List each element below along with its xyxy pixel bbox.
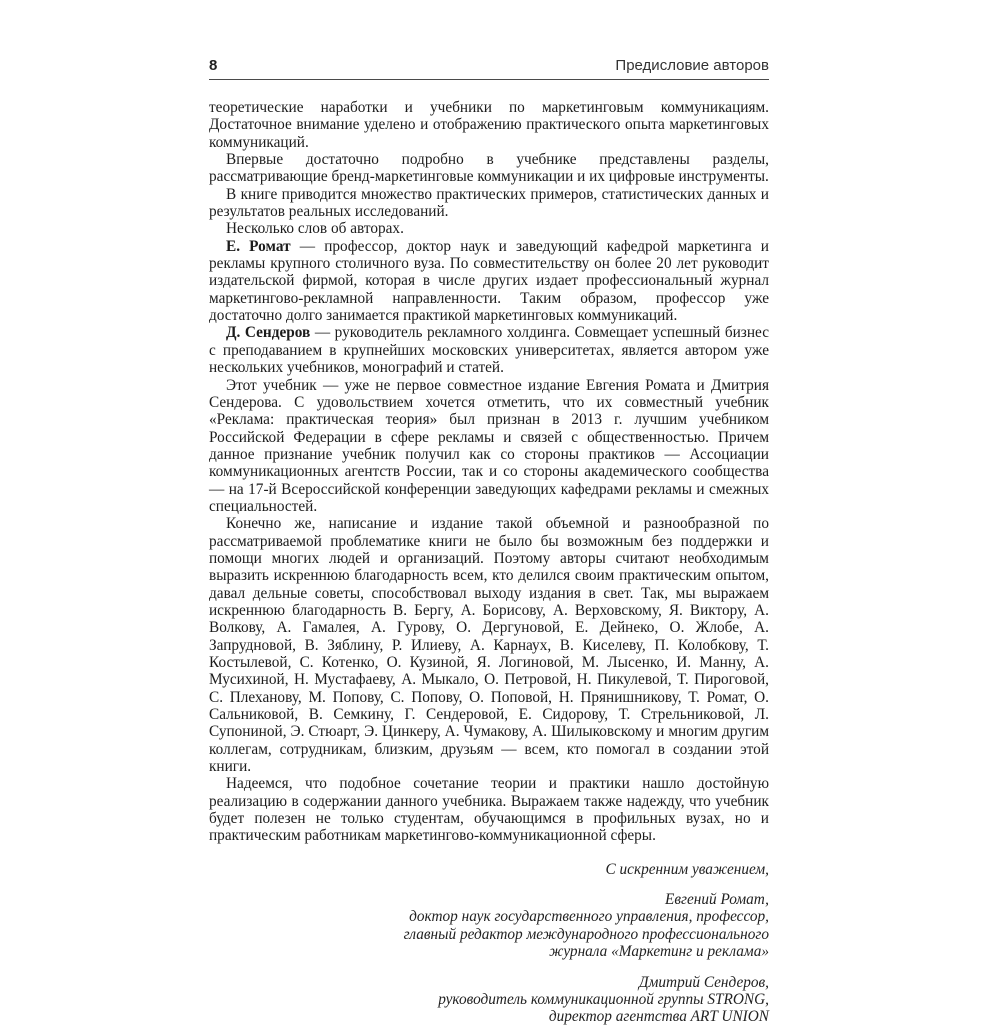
page-content: [209, 99, 769, 1026]
paragraph: Е. Ромат — профессор, доктор наук и заведующий кафедрой маркетинга и рекламы крупного столичного вуза. По совместительству он более 20 лет руководит издательской фирмой, которая в числе других издает профессиональный журнал маркетингово-рекламной направленности. Таким образом, профессор уже достаточно долго занимается практикой маркетинговых коммуникаций.: [209, 237, 769, 325]
signature-line: журнала «Маркетинг и реклама»: [549, 943, 769, 961]
signature-line: Евгений Ромат,: [665, 891, 769, 909]
paragraph: В книге приводится множество практических примеров, статистических данных и результатов реальных исследований.: [209, 185, 769, 221]
paragraph: Этот учебник — уже не первое совместное издание Евгения Ромата и Дмитрия Сендерова. С удовольствием хочется отметить, что их совместный учебник «Реклама: практическая теория» был признан в 2013 г. лучшим учебником Российской Федерации в сфере рекламы и связей с общественностью. Причем данное признание учебник получил как со стороны практиков — Ассоциации коммуникационных агентств России, так и со стороны академического сообщества — на 17-й Всероссийской конференции заведующих кафедрами рекламы и смежных специальностей.: [209, 376, 769, 515]
signature-block: [209, 891, 769, 960]
paragraph: Д. Сендеров — руководитель рекламного холдинга. Совмещает успешный бизнес с преподаванием в крупнейших московских университетах, является автором уже нескольких учебников, монографий и статей.: [209, 324, 769, 377]
running-header-title: Предисловие авторов: [615, 57, 769, 74]
signature-blocks: [209, 891, 769, 1025]
signature-line: руководитель коммуникационной группы STRONG,: [438, 990, 769, 1008]
author-name-bold: Е. Ромат: [226, 237, 291, 255]
paragraph: Впервые достаточно подробно в учебнике представлены разделы, рассматривающие бренд-маркетинговые коммуникации и их цифровые инструменты.: [209, 151, 769, 186]
running-header: [209, 57, 769, 80]
page-number: 8: [209, 57, 218, 74]
paragraph: Надеемся, что подобное сочетание теории и практики нашло достойную реализацию в содержании данного учебника. Выражаем также надежду, что учебник будет полезен не только студентам, обучающимся в профильных вузах, но и практическим работникам маркетингово-коммуникационной сферы.: [209, 775, 769, 845]
signature-line: директор агентства ART UNION: [548, 1008, 769, 1026]
paragraph: Конечно же, написание и издание такой объемной и разнообразной по рассматриваемой проблематике книги не было бы возможным без поддержки и помощи многих людей и организаций. Поэтому авторы считают необходимым выразить искреннюю благодарность всем, кто делился своим практическим опытом, давал дельные советы, способствовал выходу издания в свет. Так, мы выражаем искреннюю благодарность В. Бергу, А. Борисову, А. Верховскому, Я. Виктору, А. Волкову, А. Гамалея, А. Гурову, О. Дергуновой, Е. Дейнеко, О. Жлобе, А. Запрудновой, В. Зяблину, Р. Илиеву, А. Карнаух, В. Киселеву, П. Колобкову, Т. Костылевой, С. Котенко, О. Кузиной, Я. Логиновой, М. Лысенко, И. Манну, А. Мусихиной, Н. Мустафаеву, А. Мыкало, О. Петровой, Н. Пикулевой, Т. Пироговой, С. Плеханову, М. Попову, С. Попову, О. Поповой, Н. Прянишникову, Т. Ромат, О. Сальниковой, В. Семкину, Г. Сендеровой, Е. Сидорову, Т. Стрельниковой, Л. Супониной, Э. Стюарт, Э. Цинкеру, А. Чумакову, А. Шилыковскому и многим другим коллегам, сотрудникам, близким, друзьям — всем, кто помогал в создании этой книги.: [209, 515, 769, 776]
signature-salutation: С искренним уважением,: [605, 860, 769, 878]
signature-line: доктор наук государственного управления, профессор,: [409, 908, 769, 926]
signature-section: [209, 861, 769, 1026]
body-text: [209, 99, 769, 845]
paragraph: теоретические наработки и учебники по маркетинговым коммуникациям. Достаточное внимание уделено и отображению практического опыта маркетинговых коммуникаций.: [209, 99, 769, 151]
signature-block: [209, 974, 769, 1026]
signature-line: Дмитрий Сендеров,: [638, 973, 769, 991]
author-name-bold: Д. Сендеров: [226, 324, 311, 342]
signature-line: главный редактор международного профессионального: [403, 925, 769, 943]
paragraph: Несколько слов об авторах.: [226, 220, 404, 238]
